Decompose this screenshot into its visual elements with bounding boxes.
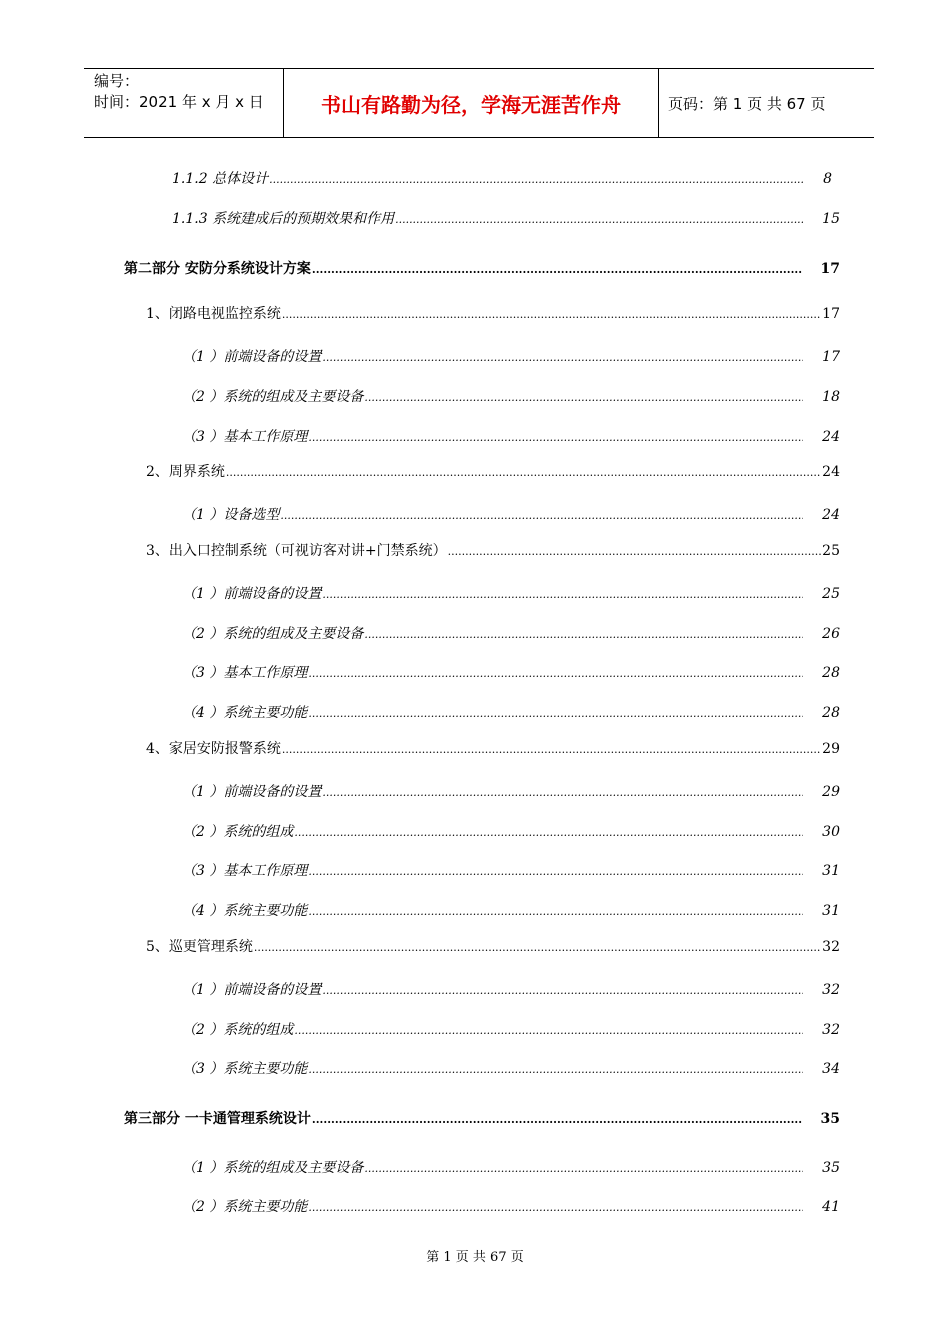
toc-leader [308,429,803,445]
toc-entry-label: （1 ）前端设备的设置 [182,586,322,602]
toc-leader [312,1111,802,1127]
toc-entry[interactable] [124,1108,840,1128]
toc-entry[interactable] [172,168,832,188]
toc-entry-page: 28 [822,705,840,721]
toc-leader [282,741,821,757]
toc-entry-label: （1 ）设备选型 [182,507,280,523]
header-date: 时间：2021 年 x 月 x 日 [94,93,264,111]
toc-entry[interactable] [146,461,840,481]
toc-entry[interactable] [146,303,840,323]
toc-entry-page: 24 [822,464,840,480]
toc-entry[interactable] [182,583,840,603]
toc-entry-page: 35 [822,1160,840,1176]
toc-entry-page: 17 [822,306,840,322]
toc-entry-page: 34 [822,1061,840,1077]
toc-entry-label: 第二部分 安防分系统设计方案 [124,261,311,277]
toc-entry[interactable] [124,258,840,278]
toc-leader [308,705,803,721]
toc-entry-page: 32 [822,982,840,998]
header-meta [84,69,284,137]
toc-leader [282,306,821,322]
page-footer: 第 1 页 共 67 页 [426,1250,524,1265]
toc-entry-page: 15 [822,211,840,227]
toc-entry-label: （3 ）系统主要功能 [182,1061,308,1077]
toc-entry-page: 35 [820,1111,840,1127]
toc-leader [322,982,803,998]
toc-entry-page: 32 [822,939,840,955]
toc-entry-label: 1、闭路电视监控系统 [146,306,281,322]
toc-entry-label: （2 ）系统的组成 [182,824,294,840]
toc-entry[interactable] [182,702,840,722]
toc-entry[interactable] [182,1058,840,1078]
header-slogan: 书山有路勤为径，学海无涯苦作舟 [284,69,659,137]
toc-leader [254,939,821,955]
toc-entry[interactable] [182,979,840,999]
toc-entry-page: 28 [822,665,840,681]
toc-entry[interactable] [182,504,840,524]
toc-entry-label: （3 ）基本工作原理 [182,429,308,445]
toc-entry-label: （2 ）系统的组成 [182,1022,294,1038]
toc-entry-page: 31 [822,863,840,879]
toc-entry-label: （3 ）基本工作原理 [182,665,308,681]
toc-entry-label: （1 ）前端设备的设置 [182,349,322,365]
header-page-info: 页码：第 1 页 共 67 页 [668,94,826,113]
toc-entry-page: 30 [822,824,840,840]
toc-entry-label: 第三部分 一卡通管理系统设计 [124,1111,311,1127]
toc-entry-label: （1 ）前端设备的设置 [182,784,322,800]
toc-entry[interactable] [182,900,840,920]
toc-leader [226,464,821,480]
toc-entry-label: （3 ）基本工作原理 [182,863,308,879]
toc-entry-label: （1 ）前端设备的设置 [182,982,322,998]
toc-entry[interactable] [182,1157,840,1177]
toc-entry-page: 18 [822,389,840,405]
toc-entry-page: 24 [822,429,840,445]
toc-entry-page: 31 [822,903,840,919]
toc-entry-label: （2 ）系统的组成及主要设备 [182,626,364,642]
toc-entry-page: 32 [822,1022,840,1038]
toc-entry[interactable] [172,208,840,228]
toc-entry-label: （1 ）系统的组成及主要设备 [182,1160,364,1176]
toc-entry-label: （4 ）系统主要功能 [182,705,308,721]
toc-entry[interactable] [182,1019,840,1039]
toc-entry-page: 17 [820,261,840,277]
toc-entry[interactable] [182,860,840,880]
toc-entry[interactable] [182,781,840,801]
toc-leader [322,784,803,800]
toc-leader [308,665,803,681]
header-number: 编号： [94,72,140,90]
toc-leader [448,543,822,559]
toc-entry-page: 17 [822,349,840,365]
toc-entry-label: （2 ）系统的组成及主要设备 [182,389,364,405]
toc-entry-page: 25 [822,543,840,559]
toc-entry[interactable] [182,346,840,366]
toc-entry-page: 25 [822,586,840,602]
toc-entry-page: 8 [823,171,832,187]
toc-entry[interactable] [146,540,840,560]
toc-leader [322,586,803,602]
toc-leader [364,626,803,642]
toc-entry-label: （2 ）系统主要功能 [182,1199,308,1215]
toc-entry-label: 1.1.3 系统建成后的预期效果和作用 [172,211,395,227]
toc-entry-label: 1.1.2 总体设计 [172,171,269,187]
toc-entry-page: 29 [822,784,840,800]
toc-leader [269,171,804,187]
toc-entry-label: 3、出入口控制系统（可视访客对讲+门禁系统） [146,543,447,559]
toc-leader [395,211,803,227]
toc-entry[interactable] [182,662,840,682]
toc-leader [294,824,803,840]
toc-leader [312,261,802,277]
toc-entry-label: 2、周界系统 [146,464,225,480]
toc-entry[interactable] [182,1196,840,1216]
toc-leader [364,1160,803,1176]
toc-leader [294,1022,803,1038]
toc-entry[interactable] [182,426,840,446]
toc-entry-label: （4 ）系统主要功能 [182,903,308,919]
toc-entry-page: 24 [822,507,840,523]
toc-entry[interactable] [146,936,840,956]
toc-entry-page: 41 [822,1199,840,1215]
toc-entry[interactable] [182,386,840,406]
toc-leader [308,1061,803,1077]
toc-leader [308,903,803,919]
toc-leader [322,349,803,365]
toc-leader [308,863,803,879]
toc-entry-label: 5、巡更管理系统 [146,939,253,955]
toc-leader [280,507,803,523]
toc-entry-page: 26 [822,626,840,642]
toc-entry-page: 29 [822,741,840,757]
toc-entry[interactable] [146,738,840,758]
toc-entry[interactable] [182,623,840,643]
page-header [84,68,874,138]
toc-leader [364,389,803,405]
toc-leader [308,1199,803,1215]
toc-entry[interactable] [182,821,840,841]
toc-entry-label: 4、家居安防报警系统 [146,741,281,757]
